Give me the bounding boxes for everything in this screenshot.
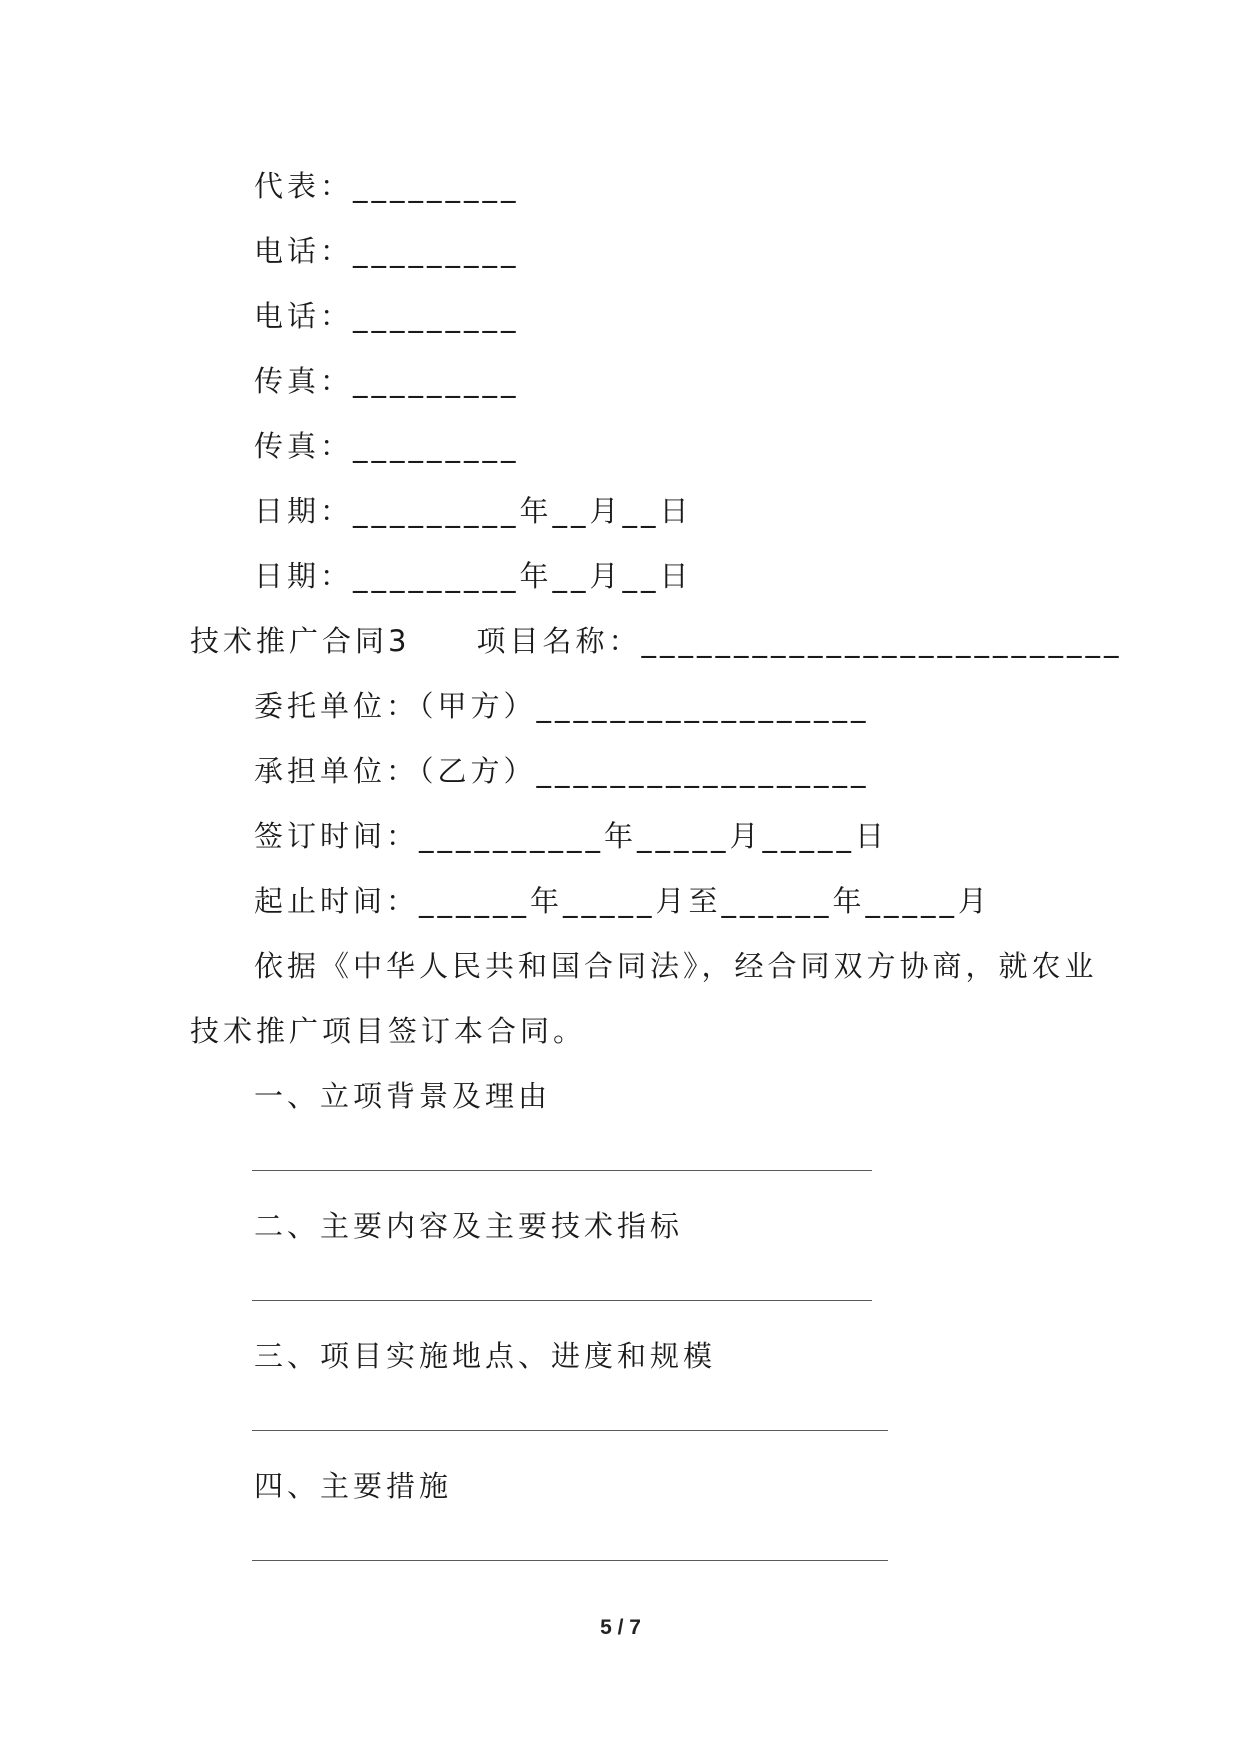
contractor-unit-line: 承担单位：（乙方）__________________	[254, 754, 870, 788]
section-3-heading: 三、项目实施地点、进度和规模	[254, 1339, 717, 1373]
section-3-blank-rule	[252, 1430, 888, 1431]
contract-title-project-name: 技术推广合同3 项目名称：__________________________	[190, 624, 1123, 658]
section-4-blank-rule	[252, 1560, 888, 1561]
date-line-2: 日期：_________年__月__日	[254, 559, 693, 593]
phone-line-2: 电话：_________	[254, 299, 520, 333]
period-line: 起止时间：______年_____月至______年_____月	[254, 884, 992, 918]
section-2-blank-rule	[252, 1300, 872, 1301]
representative-line: 代表：_________	[254, 169, 520, 203]
signing-date-line: 签订时间：__________年_____月_____日	[254, 819, 889, 853]
basis-paragraph-line-2: 技术推广项目签订本合同。	[190, 1014, 587, 1048]
section-2-heading: 二、主要内容及主要技术指标	[254, 1209, 684, 1243]
section-1-blank-rule	[252, 1170, 872, 1171]
page-number: 5 / 7	[600, 1616, 641, 1639]
phone-line-1: 电话：_________	[254, 234, 520, 268]
section-1-heading: 一、立项背景及理由	[254, 1079, 552, 1113]
client-unit-line: 委托单位：（甲方）__________________	[254, 689, 870, 723]
fax-line-2: 传真：_________	[254, 429, 520, 463]
basis-paragraph-line-1: 依据《中华人民共和国合同法》，经合同双方协商，就农业	[254, 949, 1098, 983]
date-line-1: 日期：_________年__月__日	[254, 494, 693, 528]
fax-line-1: 传真：_________	[254, 364, 520, 398]
section-4-heading: 四、主要措施	[254, 1469, 453, 1503]
